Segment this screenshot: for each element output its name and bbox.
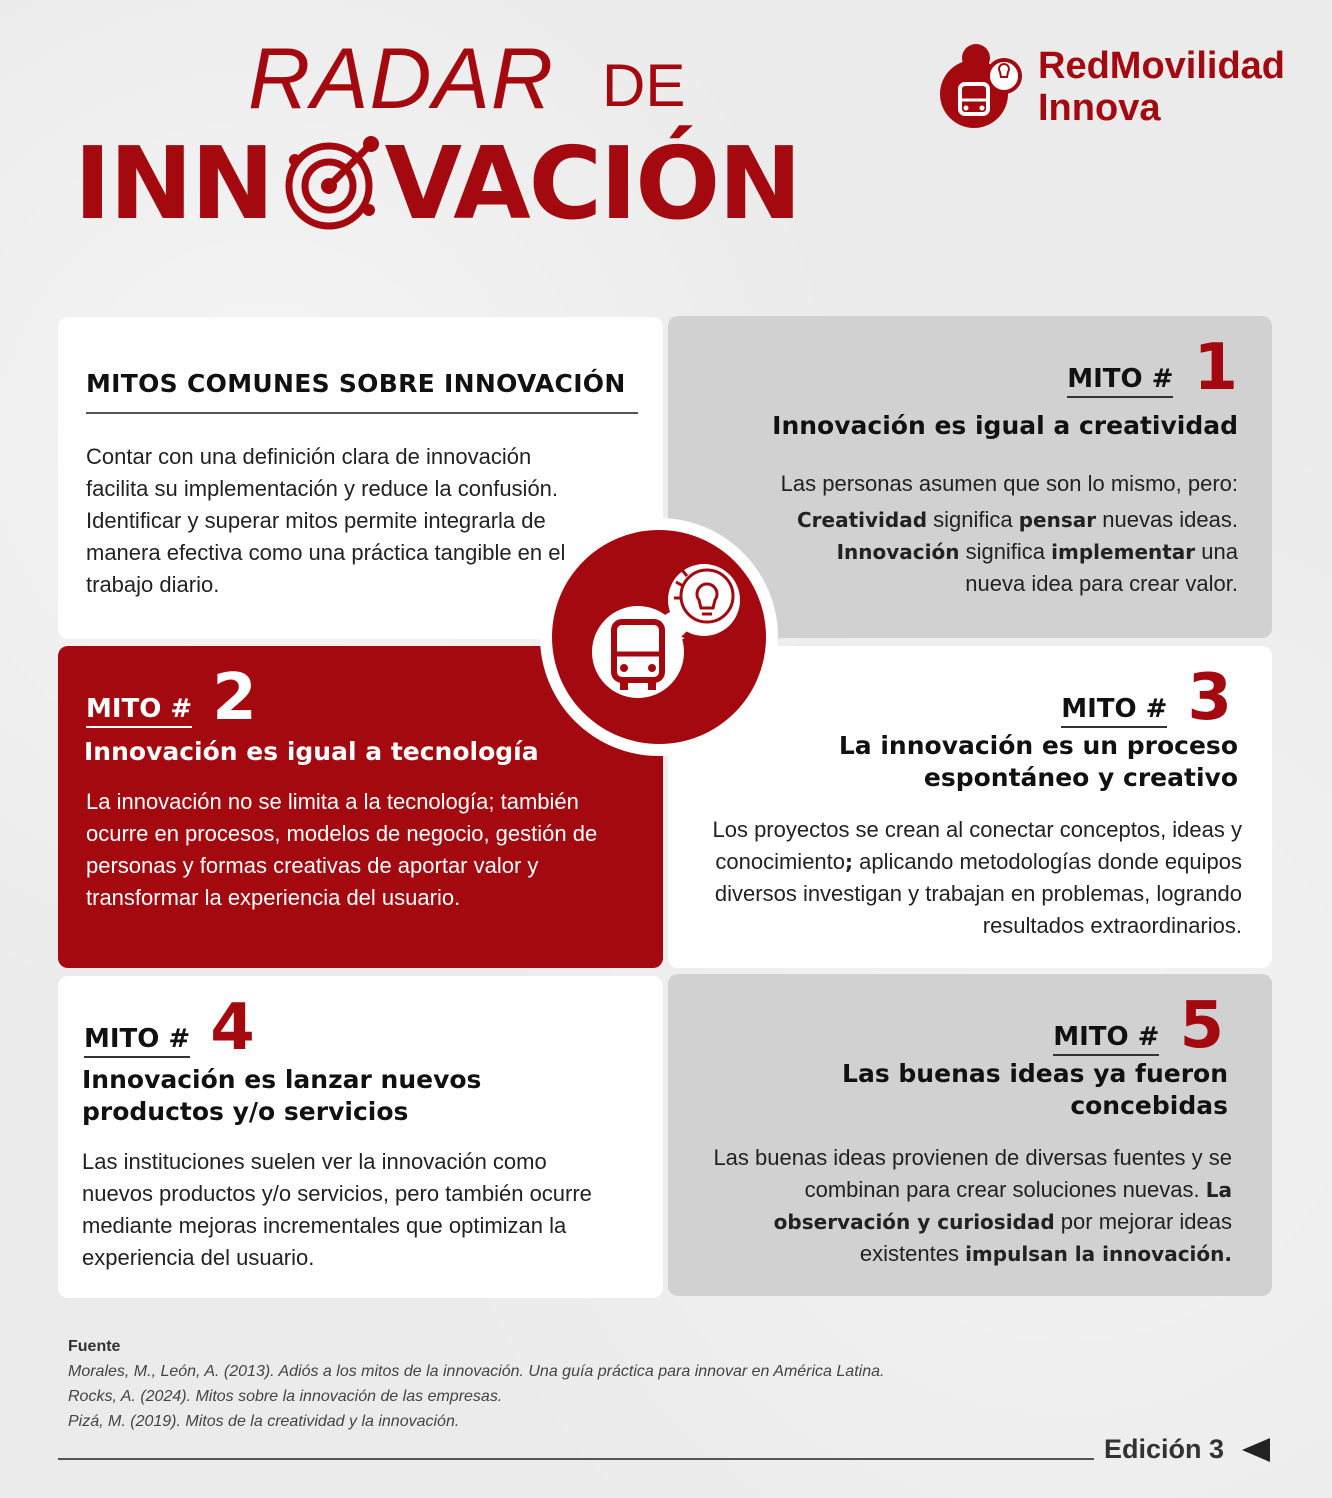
title-innovacion — [74, 125, 800, 242]
intro-body: Contar con una definición clara de innovación facilita su implementación y reduce la confusión. Identificar y superar mitos permite integrarla de manera efectiva como una práctica tangible en el trabajo diario. — [86, 444, 566, 597]
myth-body: Las personas asumen que son lo mismo, pero: Creatividad significa pensar nuevas ideas. Innovación significa implementar una nueva idea para crear valor. — [698, 468, 1238, 600]
brand-name-line2: Innova — [1038, 87, 1161, 129]
myth-label: MITO # — [1053, 1022, 1159, 1056]
center-badge — [540, 518, 778, 756]
myth-body: Las instituciones suelen ver la innovación como nuevos productos y/o servicios, pero también ocurre mediante mejoras incrementales que optimizan la experiencia del usuario. — [82, 1149, 592, 1270]
myth-heading-5 — [1053, 989, 1224, 1063]
myth-heading-1 — [1067, 331, 1238, 405]
title-vacion: VACIÓN — [384, 125, 800, 242]
myth-number: 2 — [212, 661, 257, 735]
myth-title: Innovación es igual a creatividad — [772, 411, 1238, 440]
arrow-left-icon — [1240, 1436, 1272, 1464]
myth-body: Los proyectos se crean al conectar conceptos, ideas y conocimiento; aplicando metodologías donde equipos diversos investigan y trabajan en problemas, logrando resultados extraordinarios. — [712, 817, 1242, 938]
myth-body: La innovación no se limita a la tecnología; también ocurre en procesos, modelos de negocio, gestión de personas y formas creativas de aportar valor y transformar la experiencia del usuario. — [86, 789, 598, 910]
myth-card-5 — [668, 974, 1272, 1296]
myth-card-4 — [58, 976, 663, 1298]
source-item: Morales, M., León, A. (2013). Adiós a los mitos de la innovación. Una guía práctica para innovar en América Latina. — [68, 1363, 885, 1380]
myth-number: 4 — [210, 991, 255, 1065]
title-inn: INN — [74, 125, 273, 242]
myth-body: Las buenas ideas provienen de diversas fuentes y se combinan para crear soluciones nuevas. La observación y curiosidad por mejorar ideas existentes impulsan la innovación. — [713, 1145, 1232, 1266]
myth-heading-2 — [86, 661, 257, 735]
myth-number: 1 — [1193, 331, 1238, 405]
edition-label: Edición 3 — [1104, 1434, 1225, 1464]
sources-title: Fuente — [68, 1338, 121, 1355]
myth-number: 3 — [1187, 661, 1232, 735]
footer-divider — [58, 1458, 1094, 1460]
myth-title: La innovación es un proceso espontáneo y creativo — [838, 731, 1238, 792]
myth-label: MITO # — [1067, 364, 1173, 398]
myth-body-intro: Las personas asumen que son lo mismo, pero: — [780, 471, 1238, 496]
sources — [68, 1334, 884, 1434]
myth-heading-3 — [1061, 661, 1232, 735]
myth-heading-4 — [84, 991, 255, 1065]
bus-lightbulb-badge — [552, 530, 766, 744]
radar-icon — [275, 130, 383, 238]
myth-label: MITO # — [1061, 694, 1167, 728]
myth-title: Innovación es lanzar nuevos productos y/o servicios — [82, 1065, 482, 1126]
brand — [938, 42, 1285, 132]
title-de: DE — [602, 52, 686, 119]
myth-number: 5 — [1179, 989, 1224, 1063]
brand-name-line1: RedMovilidad — [1038, 45, 1286, 87]
myth-title: Innovación es igual a tecnología — [84, 737, 539, 766]
source-item: Rocks, A. (2024). Mitos sobre la innovación de las empresas. — [68, 1388, 503, 1405]
title-radar: RADAR — [248, 31, 555, 127]
myth-title: Las buenas ideas ya fueron concebidas — [842, 1059, 1228, 1120]
myth-label: MITO # — [84, 1024, 190, 1058]
source-item: Pizá, M. (2019). Mitos de la creatividad y la innovación. — [68, 1413, 460, 1430]
myth-label: MITO # — [86, 694, 192, 728]
intro-title: MITOS COMUNES SOBRE INNOVACIÓN — [86, 369, 638, 414]
bus-lightbulb-logo — [938, 42, 1030, 132]
